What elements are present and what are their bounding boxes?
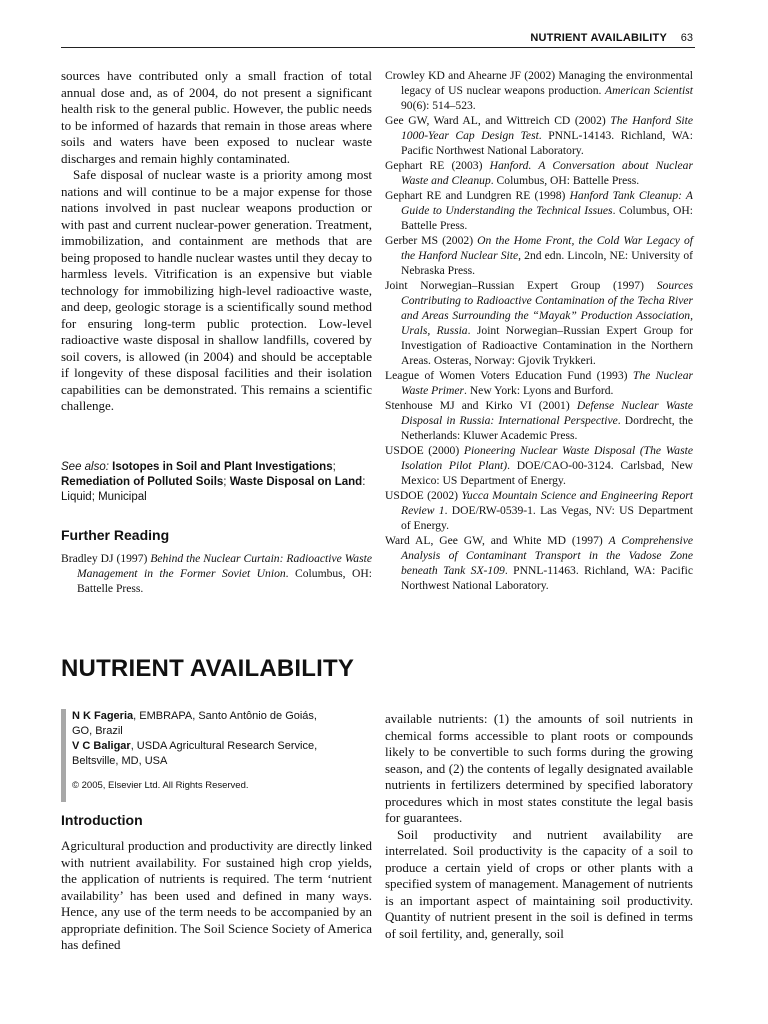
reference-item: League of Women Voters Education Fund (1993) The Nuclear Waste Primer. New York: Lyons and Burford.	[385, 369, 694, 397]
page-number: 63	[680, 32, 693, 44]
reference-item: USDOE (2000) Pioneering Nuclear Waste Disposal (The Waste Isolation Pilot Plant). DOE/CAO-00-3124. Carlsbad, New Mexico: US Department of Energy.	[385, 444, 694, 487]
author-line	[72, 724, 372, 739]
intro-column	[61, 838, 372, 954]
author-affiliation: , EMBRAPA, Santo Antônio de Goiás,	[133, 710, 317, 722]
author-affiliation: GO, Brazil	[72, 725, 123, 737]
author-block	[61, 709, 372, 802]
further-reading-heading-wrap	[61, 527, 372, 543]
header-rule	[61, 47, 695, 48]
reference-item: USDOE (2002) Yucca Mountain Science and Engineering Report Review 1. DOE/RW-0539-1. Las Vegas, NV: US Department of Energy.	[385, 489, 693, 532]
article-title-wrap	[61, 655, 701, 683]
see-also-sep: :	[362, 476, 366, 488]
see-also-link[interactable]: Remediation of Polluted Soils	[61, 476, 224, 488]
further-reading-list	[61, 551, 372, 596]
article-right-column	[385, 711, 693, 942]
further-reading-heading: Further Reading	[61, 527, 170, 543]
author-line	[72, 754, 372, 769]
reference-list	[385, 68, 693, 593]
see-also-link[interactable]: Liquid; Municipal	[61, 491, 147, 503]
author-line	[72, 739, 372, 754]
body-paragraph: Agricultural production and productivity are directly linked with nutrient availability. For sustained high crop yields, the application of nutrients is required. The term ‘nutrient availability’ has been used and defined in many ways. Hence, any use of the term needs to be accompanied by an appropriate definition. The Soil Science Society of America has defined	[61, 838, 372, 952]
copyright-notice: © 2005, Elsevier Ltd. All Rights Reserved.	[72, 780, 249, 791]
reference-item: Crowley KD and Ahearne JF (2002) Managing the environmental legacy of US nuclear weapons production. American Scientist 90(6): 514–523.	[385, 69, 693, 112]
reference-item: Gephart RE and Lundgren RE (1998) Hanford Tank Cleanup: A Guide to Understanding the Technical Issues. Columbus, OH: Battelle Press.	[385, 189, 694, 232]
reference-item: Bradley DJ (1997) Behind the Nuclear Curtain: Radioactive Waste Management in the Former Soviet Union. Columbus, OH: Battelle Press.	[61, 552, 372, 595]
author-affiliation: Beltsville, MD, USA	[72, 755, 168, 767]
article-title: NUTRIENT AVAILABILITY	[61, 655, 355, 682]
running-head	[61, 30, 695, 46]
author-name: V C Baligar	[72, 740, 131, 752]
see-also-lead: See also:	[61, 461, 109, 473]
see-also-sep: ;	[223, 476, 227, 488]
intro-heading-wrap	[61, 812, 372, 828]
author-name: N K Fageria	[72, 710, 134, 722]
running-head-title: NUTRIENT AVAILABILITY	[530, 32, 667, 44]
see-also-link[interactable]: Isotopes in Soil and Plant Investigations	[112, 461, 333, 473]
reference-item: Gee GW, Ward AL, and Wittreich CD (2002) The Hanford Site 1000-Year Cap Design Test. PNNL-14143. Richland, WA: Pacific Northwest National Laboratory.	[385, 114, 693, 157]
see-also	[61, 460, 372, 505]
reference-item: Gerber MS (2002) On the Home Front, the Cold War Legacy of the Hanford Nuclear Site, 2nd edn. Lincoln, NE: University of Nebraska Press.	[385, 234, 694, 277]
author-line	[72, 709, 372, 724]
left-column-top	[61, 68, 372, 415]
author-affiliation: , USDA Agricultural Research Service,	[130, 740, 318, 752]
see-also-link[interactable]: Waste Disposal on Land	[229, 476, 363, 488]
body-paragraph: sources have contributed only a small fraction of total annual dose and, as of 2004, do not present a significant health risk to the general public. However, the public needs to be informed of hazards that remain in those areas where soils and waters have been exposed to nuclear waste discharges and remain highly contaminated.	[61, 68, 372, 166]
reference-item: Gephart RE (2003) Hanford. A Conversation about Nuclear Waste and Cleanup. Columbus, OH: Battelle Press.	[385, 159, 693, 187]
see-also-sep: ;	[332, 461, 336, 473]
body-paragraph: Safe disposal of nuclear waste is a priority among most nations and will continue to be a major expense for those nations involved in past nuclear weapons production or with past and current nuclear-power generation. Treatment, immobilization, and containment are methods that are being proposed to handle nuclear wastes until they decay to harmless levels. Vitrification is an expensive but viable technology for immobilizing high-level radioactive waste, and deep, geologic storage is a scientifically sound method for ensuring long-term public protection. Low-level radioactive waste disposal in shallow landfills, covered by soil covers, is allowed (in 2004) and should be acceptable if longevity of these disposal facilities and their isolation capabilities can be demonstrated. This remains a scientific challenge.	[61, 167, 372, 413]
reference-item: Stenhouse MJ and Kirko VI (2001) Defense Nuclear Waste Disposal in Russia: International Perspective. Dordrecht, the Netherlands: Kluwer Academic Press.	[385, 399, 693, 442]
body-paragraph: Soil productivity and nutrient availability are interrelated. Soil productivity is the capacity of a soil to produce a certain yield of crops or other plants with a specified system of management. Management of nutrients is an important aspect of maintaining soil productivity. Quantity of nutrient present in the soil is defined in terms of soil fertility, and, generally, soil	[385, 826, 693, 941]
reference-item: Joint Norwegian–Russian Expert Group (1997) Sources Contributing to Radioactive Contamination of the Techa River and Areas Surrounding the “Mayak” Production Association, Urals, Russia. Joint Norwegian–Russian Expert Group for Investigation of Radioactive Contamination in the Northern Areas. Osteras, Norway: Gjovik Trykkeri.	[385, 279, 693, 367]
intro-heading: Introduction	[61, 812, 143, 828]
body-paragraph: available nutrients: (1) the amounts of soil nutrients in chemical forms accessible to plant roots or compounds likely to be convertible to such forms during the growing season, and (2) the contents of legally designated available nutrients in fertilizers determined by specified laboratory procedures which in most states constitute the legal basis for guarantees.	[385, 711, 693, 825]
reference-item: Ward AL, Gee GW, and White MD (1997) A Comprehensive Analysis of Contaminant Transport in the Vadose Zone beneath Tank SX-109. PNNL-11463. Richland, WA: Pacific Northwest National Laboratory.	[385, 534, 693, 592]
